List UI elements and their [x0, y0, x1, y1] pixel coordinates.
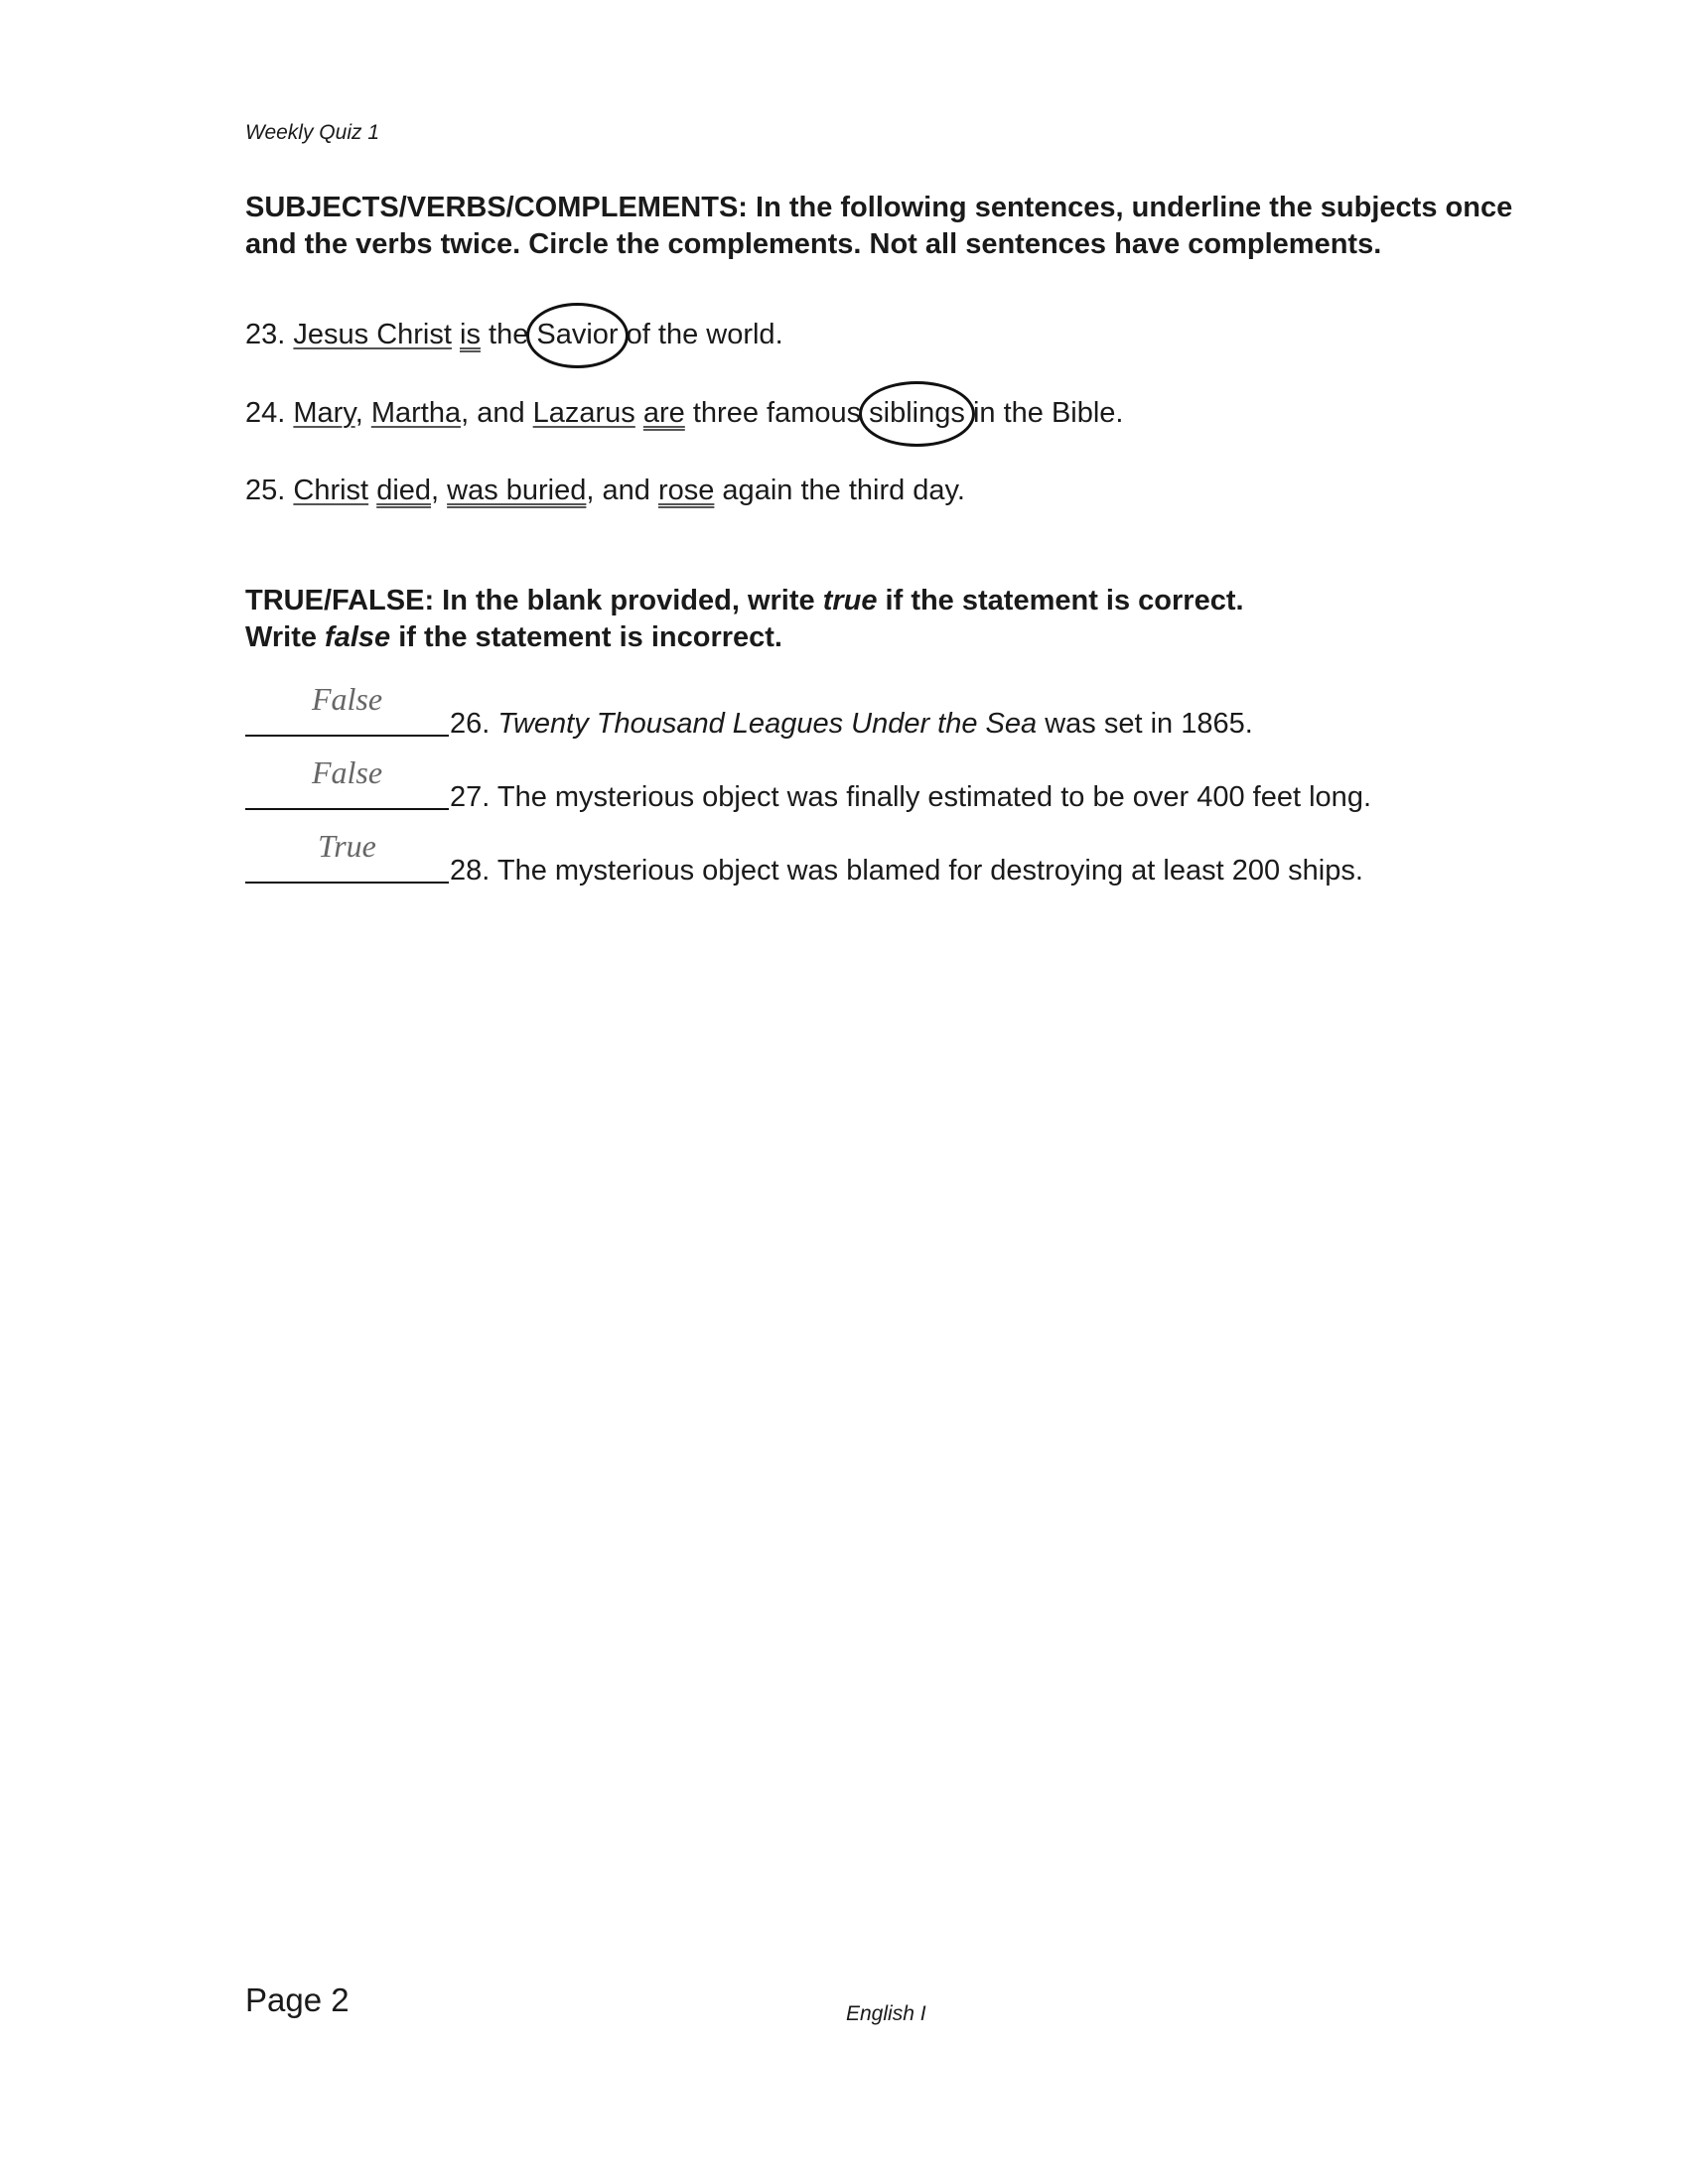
book-title: Twenty Thousand Leagues Under the Sea	[497, 708, 1038, 740]
section2-directions	[245, 583, 1536, 656]
section1-label: SUBJECTS/VERBS/COMPLEMENTS:	[245, 192, 748, 223]
quiz-title: Weekly Quiz 1	[245, 121, 379, 144]
sentence-text	[635, 397, 643, 429]
subject-underline: Mary	[293, 397, 355, 429]
question-text: The mysterious object was blamed for destroying at least 200 ships.	[496, 855, 1363, 887]
sentence-text: ,	[431, 475, 448, 506]
sentence-text	[452, 319, 460, 350]
section2-true-word: true	[822, 585, 878, 616]
blank-line	[245, 808, 449, 810]
sentence-text: of the world.	[618, 319, 783, 350]
sentence-25	[245, 471, 965, 510]
section1-instructions: In the following sentences, underline the subjects once and the verbs twice. Circle the complements. Not all sentences have complements.	[245, 192, 1513, 260]
section2-instr: In the blank provided, write	[434, 585, 823, 616]
sentence-number: 24.	[245, 397, 286, 429]
tf-question-26	[245, 681, 1536, 745]
blank-line	[245, 735, 449, 737]
question-number: 28.	[450, 855, 491, 887]
tf-question-27	[245, 754, 1536, 818]
page-number: Page 2	[245, 1981, 350, 2018]
course-name: English I	[846, 2002, 926, 2025]
question-text-26	[450, 708, 1253, 741]
subject-underline: Christ	[293, 475, 369, 506]
section2-label: TRUE/FALSE:	[245, 585, 435, 616]
question-text: The mysterious object was finally estimated to be over 400 feet long.	[496, 781, 1371, 813]
sentence-number: 23.	[245, 319, 286, 350]
question-text: was set in 1865.	[1037, 708, 1253, 740]
sentence-text: ,	[354, 397, 371, 429]
sentence-number: 25.	[245, 475, 286, 506]
section1-directions	[245, 190, 1536, 263]
subject-underline: Jesus Christ	[293, 319, 452, 350]
sentence-24	[245, 393, 1124, 433]
answer-blank-28[interactable]: True	[318, 828, 376, 864]
section2-instr: if the statement is correct.	[877, 585, 1244, 616]
subject-underline: Martha	[370, 397, 462, 429]
blank-line	[245, 882, 449, 884]
sentence-text: again the third day.	[714, 475, 965, 506]
verb-double-underline: died	[376, 475, 432, 506]
answer-blank-26[interactable]: False	[311, 681, 383, 717]
section2-false-word: false	[325, 621, 391, 653]
sentence-text: , and	[586, 475, 658, 506]
verb-double-underline: was buried	[447, 475, 587, 506]
verb-double-underline: is	[460, 319, 481, 350]
question-text-28	[450, 855, 1363, 887]
subject-underline: Lazarus	[532, 397, 635, 429]
sentence-23	[245, 315, 783, 354]
section2-instr: Write	[245, 621, 326, 653]
tf-question-28	[245, 828, 1536, 891]
verb-double-underline: rose	[657, 475, 715, 506]
answer-blank-27[interactable]: False	[311, 754, 383, 790]
question-text-27	[450, 781, 1371, 814]
section2-instr: if the statement is incorrect.	[390, 621, 782, 653]
complement-circle: Savior	[536, 315, 618, 354]
sentence-text: , and	[461, 397, 533, 429]
verb-double-underline: are	[642, 397, 685, 429]
question-number: 26.	[450, 708, 491, 740]
complement-circle: siblings	[869, 393, 965, 433]
sentence-text: three famous	[684, 397, 870, 429]
sentence-text: the	[480, 319, 537, 350]
question-number: 27.	[450, 781, 491, 813]
sentence-text: in the Bible.	[964, 397, 1124, 429]
sentence-text	[368, 475, 376, 506]
